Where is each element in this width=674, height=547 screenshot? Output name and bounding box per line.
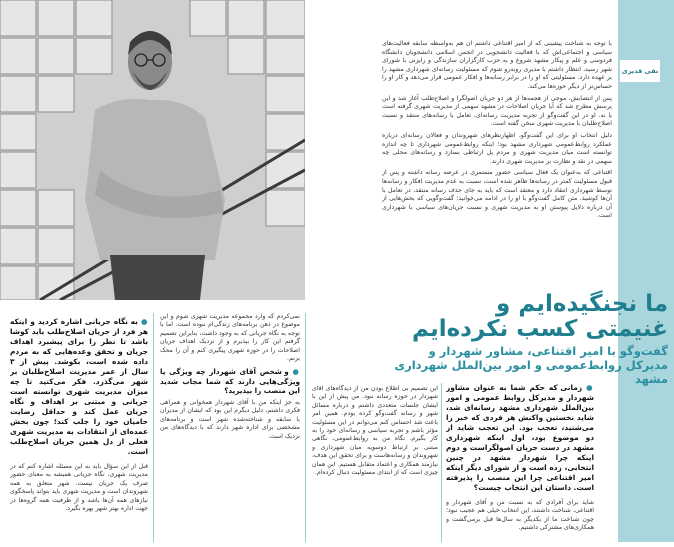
question-b-text: و شخص آقای شهردار چه ویژگی یا ویژگی‌هایی دارند که شما مجاب شدید این منصب را بپذیرید؟ — [160, 367, 300, 396]
headline-line-2: غنیمتی کسب نکرده‌ایم — [412, 316, 668, 342]
intro-column — [382, 40, 612, 310]
answer-a: قبل از این سؤال باید به این مسئله اشاره کنم که در مدیریت شهری، نگاه جریانی همیشه به معنای حضور صرف یک جریان نیست. شهر متعلق به همه شهروندان است و مدیریت شهری باید بتواند پاسخگوی نیازهای همه آن‌ها باشد و از ظرفیت همه گروه‌ها در جهت اداره بهتر شهر بهره بگیرد. — [10, 463, 148, 513]
article-body — [0, 305, 674, 542]
question-b: ● و شخص آقای شهردار چه ویژگی یا ویژگی‌هایی دارند که شما مجاب شدید این منصب را بپذیرید؟ — [160, 367, 300, 396]
question-a-text: به نگاه جریانی اشاره کردید و اینکه هر فرد از جریان اصلاح‌طلب باید کوشا باشد تا نظر را برای پیشبرد اهداف جریان و تحقق وعده‌هایی که به مردم داده شده است، بکوشد. پیش از ۳ سال از عمر مدیریت اصلاح‌طلبان بر شهر می‌گذرد. فکر می‌کنید تا چه میزان مدیریت شهری توانسته است جریانی و مبتنی بر اهداف و نگاه جریان عمل کند و حداقل رضایت حامیان خود را جلب کند؛ چون بخش عمده‌ای از انتقادات به مدیریت شهری فعلی از دل همین جریان اصلاح‌طلب است. — [10, 317, 148, 456]
interviewee-photo — [0, 0, 305, 300]
intro-paragraph: دلیل انتخاب او برای این گفت‌وگو، اظهارنظرهای شهروندان و فعالان رسانه‌ای درباره عملکرد روابط‌عمومی شهرداری مشهد بود؛ اینکه روابط‌عمومی شهرداری تا چه اندازه توانسته است میان مدیریت شهری و مردم پل ارتباطی بسازد و رسانه‌های محلی چه سهمی در نقد و نظارت بر مدیریت شهری دارند. — [382, 131, 612, 165]
column-divider — [305, 313, 306, 542]
byline-box — [620, 60, 660, 82]
column-c — [312, 385, 438, 542]
question-a: ● به نگاه جریانی اشاره کردید و اینکه هر فرد از جریان اصلاح‌طلب باید کوشا باشد تا نظر را برای پیشبرد اهداف جریان و تحقق وعده‌هایی که به مردم داده شده است، بکوشد. پیش از ۳ سال از عمر مدیریت اصلاح‌طلبان بر شهر می‌گذرد. فکر می‌کنید تا چه میزان مدیریت شهری توانسته است جریانی و مبتنی بر اهداف و نگاه جریان عمل کند و حداقل رضایت حامیان خود را جلب کند؛ چون بخش عمده‌ای از انتقادات به مدیریت شهری فعلی از دل همین جریان اصلاح‌طلب است. — [10, 317, 148, 456]
headline-line-1: ما نجنگیده‌ایم و — [496, 291, 668, 317]
paragraph-b2: به جز اینکه من با آقای شهردار همخوانی و همراهی فکری داشتم، دلیل دیگرم این بود که ایشان از مدیران با سابقه و شناخته‌شده شهر است و برنامه‌های مشخصی برای اداره شهر دارند که با دیدگاه‌های من نزدیک است. — [160, 398, 300, 440]
column-d — [446, 383, 594, 547]
intro-paragraph: پس از انتصابش، موجی از هجمه‌ها از هر دو جریان اصولگرا و اصلاح‌طلب آغاز شد و این پرسش مطرح شد که آیا جریان اصلاحات در مشهد سهمی از مدیریت شهری گرفته است یا نه. او در این گفت‌وگو از تجربه مدیریت رسانه‌ای، تعامل با رسانه‌های منتقد و نسبت اصلاح‌طلبان با مدیریت شهری سخن گفته است. — [382, 94, 612, 128]
question-d: ● زمانی که حکم شما به عنوان مشاور شهردار و مدیرکل روابط عمومی و امور بین‌الملل شهرداری مشهد رسانه‌ای شد، شاید نخستین واکنش هر فردی که خبر را می‌شنید، تعجب بود. این تعجب شاید از دو موضوع بود، اول اینکه شهرداری مشهد در دست جریان اصولگراست و دوم اینکه چرا شهردار مشهد در چنین انتخابی، زده است و از شورای دیگر اینکه امیر اقتناعی چرا این منصب را پذیرفته است. داستان این انتخاب چیست؟ — [446, 383, 594, 492]
question-d-text: زمانی که حکم شما به عنوان مشاور شهردار و مدیرکل روابط عمومی و امور بین‌الملل شهرداری مشهد رسانه‌ای شد، شاید نخستین واکنش هر فردی که خبر را می‌شنید، تعجب بود. این تعجب شاید از دو موضوع بود، اول اینکه شهرداری مشهد در دست جریان اصولگراست و دوم اینکه چرا شهردار مشهد در چنین انتخابی، زده است و از شورای دیگر اینکه امیر اقتناعی چرا این منصب را پذیرفته است. داستان این انتخاب چیست؟ — [446, 383, 594, 492]
column-divider — [441, 383, 442, 542]
photo-illustration — [0, 0, 305, 300]
subheadline-line-2: مدیرکل روابط‌عمومی و امور بین‌الملل شهرداری مشهد — [394, 358, 668, 386]
column-a — [10, 317, 148, 542]
column-b — [160, 313, 300, 542]
answer-d: شاید برای آفرادی که به نسبت من و آقای شهردار و اقتناعی، شناخت داشتند، این انتخاب خیلی هم عجیب نبود؛ چون شناخت ما از یکدیگر به سال‌ها قبل برمی‌گشت و همکاری‌های مشترکی داشتیم. — [446, 499, 594, 532]
byline: نقی قدیری — [621, 67, 659, 75]
intro-paragraph: اقتناعی که به‌عنوان یک فعال سیاسی حضور مستمری در عرصه رسانه داشته و پس از قبول مسئولیت کمتر در رسانه‌ها ظاهر شده است، نسبت به عدم مدیریت افکار و رسانه‌ها توسط شهرداری انتقاد دارد و معتقد است که باید به جای حذف رسانه منتقد، در تعامل با آن‌ها کوشید. متن کامل گفت‌وگو با او را در ادامه می‌خوانید؛ گفت‌وگویی که بخش‌هایی از آن درباره دلایل پیوستن او به مدیریت شهری و نسبت جریان‌های سیاسی با شهرداری است. — [382, 169, 612, 220]
subheadline-line-1: گفت‌وگو با امیر اقتناعی، مشاور شهردار و — [428, 344, 668, 358]
column-divider — [153, 313, 154, 542]
paragraph-b1: نمی‌کردم که وارد مجموعه مدیریت شهری شوم و این موضوع در ذهن برنامه‌های زندگی‌ام نبوده است. اما با توجه به نگاه جریانی که به وجود داشت، بنابراین تصمیم گرفتم این کار را بپذیرم و از نزدیک اهداف جریان اصلاحات را در حوزه شهری پیگیری کنم و آن را محک بزنم. — [160, 313, 300, 363]
intro-paragraph: با توجه به شناخت پیشینی که از امیر اقتناعی داشتم آن هم به‌واسطه سابقه فعالیت‌های سیاسی و اجتماعی‌اش که با فعالیت دانشجویی در انجمن اسلامی دانشجویان دانشگاه فردوسی و علم و پیکار مشهد شروع و به حزب کارگزاران سازندگی و رایزنی با شورای شهر رسید، انتظار داشتم با مدیری روبه‌رو شوم که مسئولیت رسانه‌ای شهرداری مشهد را بر عهده دارد. مسئولیتی که او را در برابر رسانه‌ها و افکار عمومی قرار می‌دهد و کار او را حساس‌تر از دیگر حوزه‌ها می‌کند. — [382, 40, 612, 90]
paragraph-c: این تصمیم بی اطلاع بودن من از دیدگاه‌های آقای شهردار در حوزه رسانه نبود. من پیش از این با ایشان جلسات متعددی داشتم و درباره مسائل شهر و رسانه گفت‌وگو کرده بودم. همین امر باعث شد احساس کنم می‌توانم در این مسئولیت مؤثر باشم و تجربه سیاسی و رسانه‌ای خود را به کار بگیرم. نگاه من به روابط‌عمومی، نگاهی مبتنی بر ارتباط دوسویه میان شهرداری و شهروندان و رسانه‌هاست و برای تحقق این هدف، نیازمند همکاری و اعتماد متقابل هستیم. این همان چیزی است که از ابتدای مسئولیت دنبال کرده‌ام. — [312, 385, 438, 477]
